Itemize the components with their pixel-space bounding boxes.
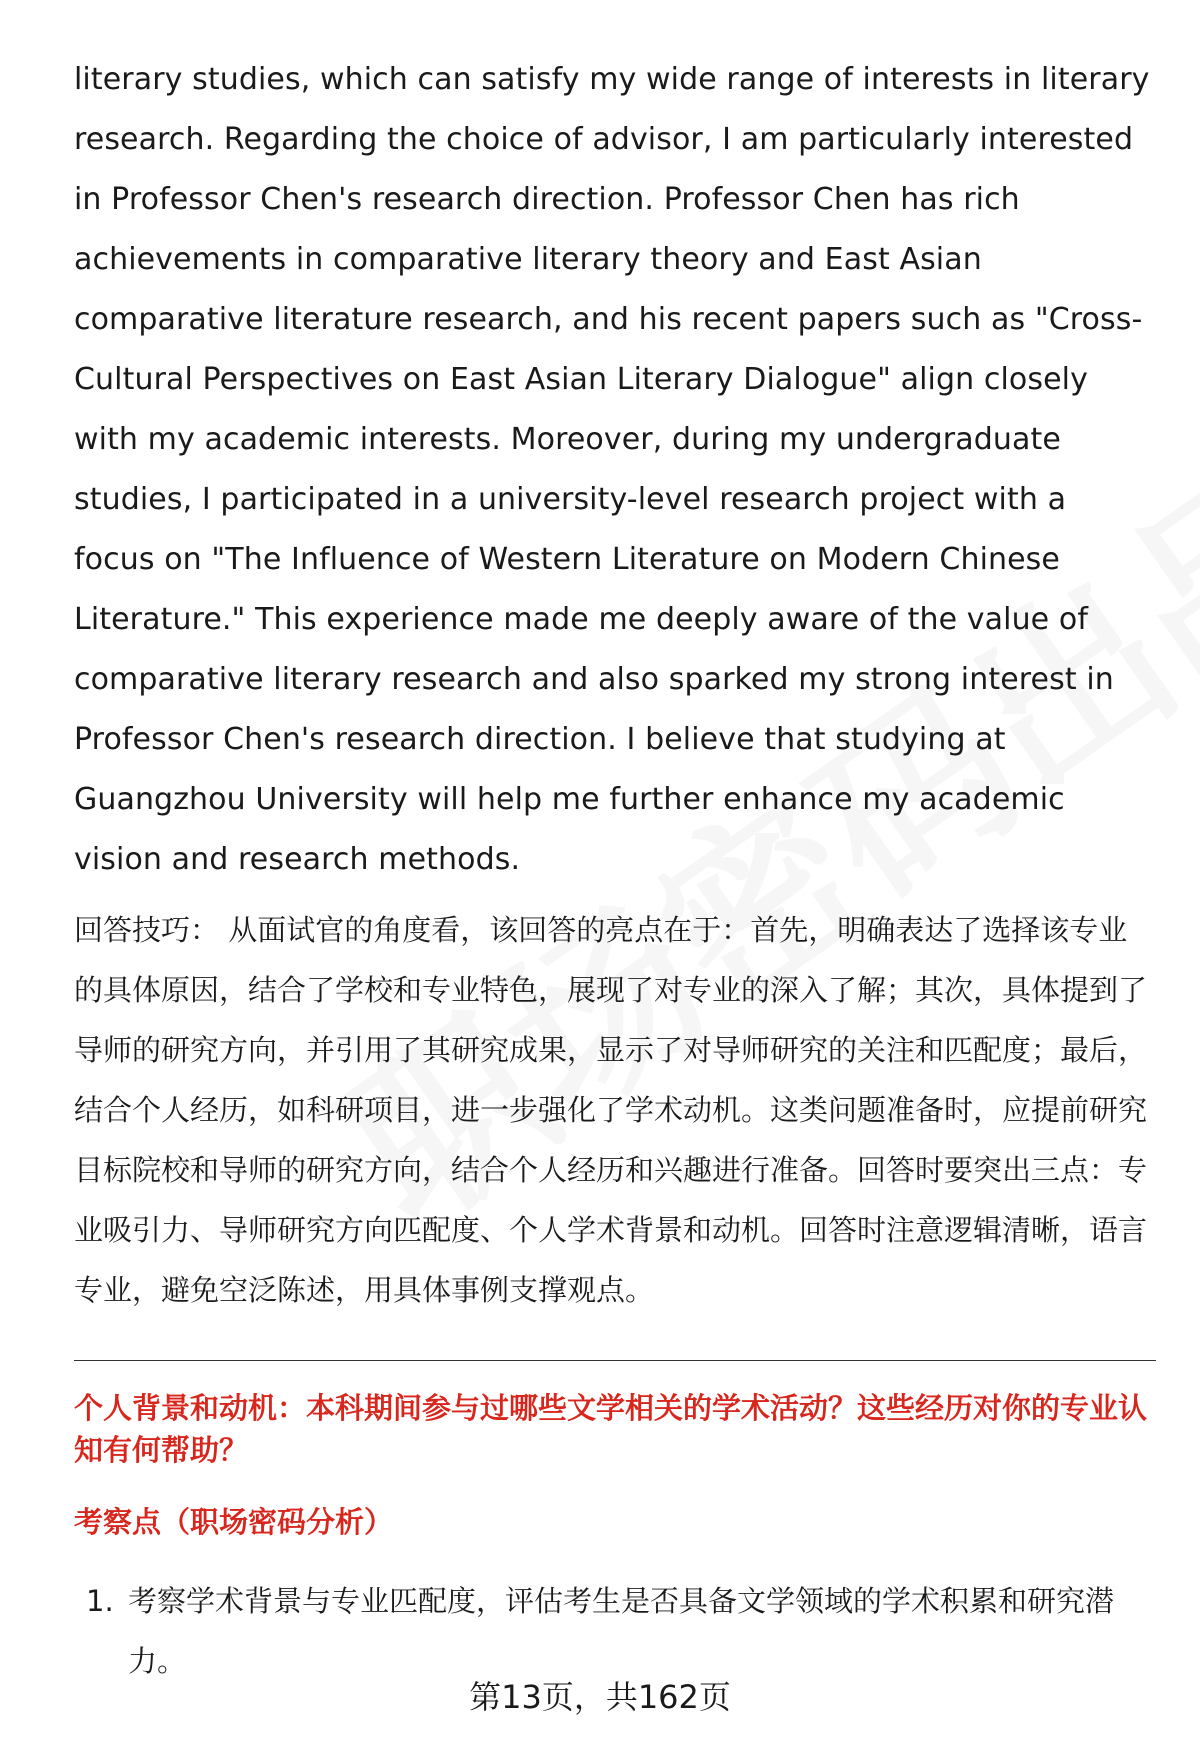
analysis-section-title: 考察点（职场密码分析） (74, 1505, 394, 1539)
page-number-footer: 第13页，共162页 (469, 1678, 731, 1716)
english-answer-paragraph: literary studies, which can satisfy my wide range of interests in literary research. Regarding the choice of advisor, I am particularly interested in Professor Chen's research direction. Professor Chen has rich achievements in comparative literary theory and East Asian comparative literature research, and his recent papers such as "Cross-Cultural Perspectives on East Asian Literary Dialogue" align closely with my academic interests. Moreover, during my undergraduate studies, I participated in a university-level research project with a focus on "The Influence of Western Literature on Modern Chinese Literature." This experience made me deeply aware of the value of comparative literary research and also sparked my strong interest in Professor Chen's research direction. I believe that studying at Guangzhou University will help me further enhance my academic vision and research methods. (74, 62, 1150, 877)
answer-tips-paragraph: 回答技巧： 从面试官的角度看，该回答的亮点在于：首先，明确表达了选择该专业的具体原因，结合了学校和专业特色，展现了对专业的深入了解；其次，具体提到了导师的研究方向，并引用了其研究成果，显示了对导师研究的关注和匹配度；最后，结合个人经历，如科研项目，进一步强化了学术动机。这类问题准备时，应提前研究目标院校和导师的研究方向，结合个人经历和兴趣进行准备。回答时要突出三点：专业吸引力、导师研究方向匹配度、个人学术背景和动机。回答时注意逻辑清晰，语言专业，避免空泛陈述，用具体事例支撑观点。 (74, 913, 1148, 1307)
list-item-number: 1. (86, 1584, 114, 1618)
list-item-text: 考察学术背景与专业匹配度，评估考生是否具备文学领域的学术积累和研究潜力。 (128, 1584, 1115, 1678)
page-content (74, 50, 1154, 1691)
section-divider (74, 1360, 1156, 1361)
question-heading: 个人背景和动机：本科期间参与过哪些文学相关的学术活动？这些经历对你的专业认知有何帮助？ (74, 1391, 1148, 1467)
